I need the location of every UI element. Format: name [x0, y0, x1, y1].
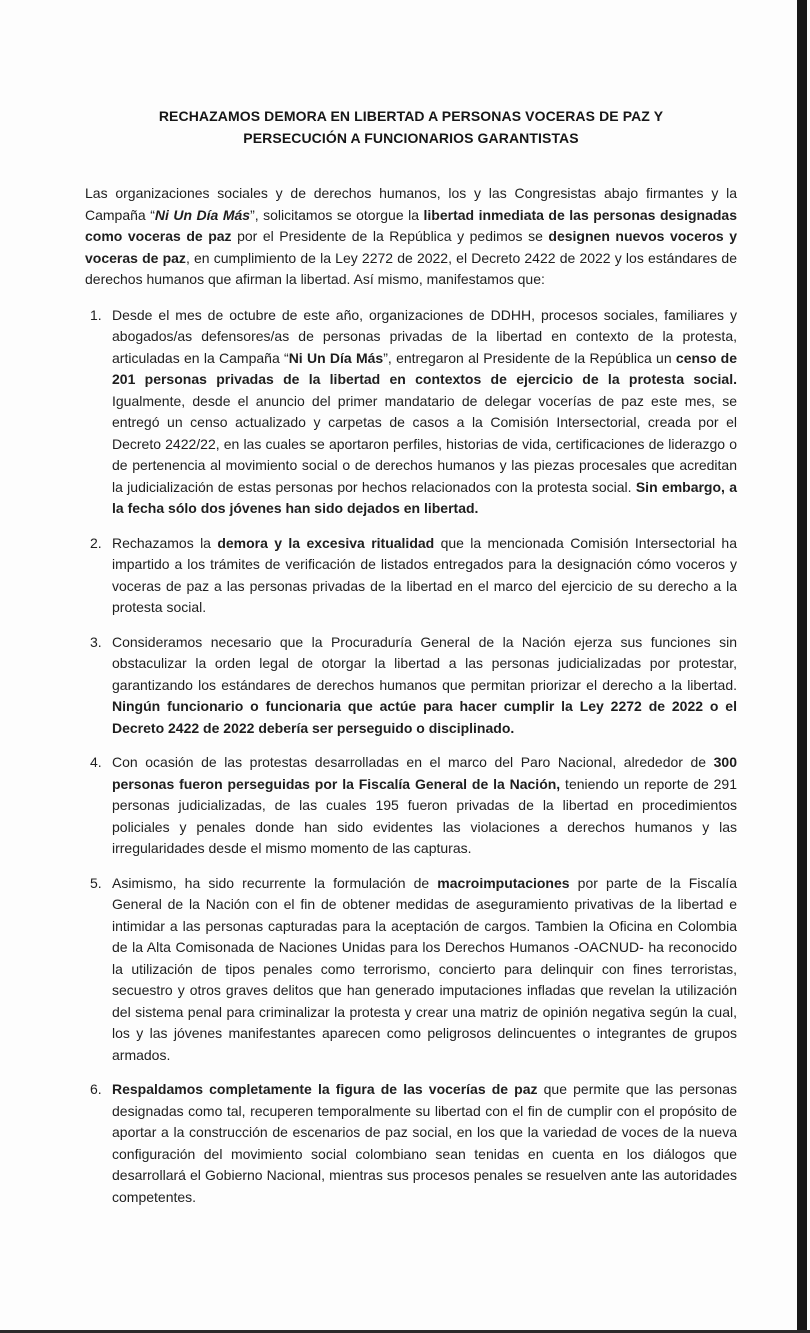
document-title-line-1: RECHAZAMOS DEMORA EN LIBERTAD A PERSONAS VOCERAS DE PAZ Y [158, 108, 664, 124]
statement-list [85, 305, 737, 1209]
list-item-number: 4. [90, 754, 102, 770]
list-item-number: 5. [90, 874, 102, 891]
list-item-3 [85, 632, 737, 740]
document-title [85, 0, 737, 149]
list-item-2 [85, 533, 737, 619]
list-item-text: Consideramos necesario que la Procuraduría General de la Nación ejerza sus funciones sin obstaculizar la orden legal de otorgar la libertad a las personas judicializadas por protestar, garantizando los estándares de derechos humanos que permitan priorizar el derecho a la libertad. Ningún funcionario o funcionaria que actúe para hacer cumplir la Ley 2272 de 2022 o el Decreto 2422 de 2022 debería ser perseguido o disciplinado. [112, 633, 737, 736]
list-item-text: Desde el mes de octubre de este año, organizaciones de DDHH, procesos sociales, familiares y abogados/as defensores/as de personas privadas de la libertad en contexto de la protesta, articuladas en la Campaña “Ni Un Día Más”, entregaron al Presidente de la República un censo de 201 personas privadas de la libertad en contextos de ejercicio de la protesta social. Igualmente, desde el anuncio del primer mandatario de delegar vocerías de paz este mes, se entregó un censo actualizado y carpetas de casos a la Comisión Intersectorial, creada por el Decreto 2422/22, en las cuales se aportaron perfiles, historias de vida, certificaciones de liderazgo o de pertenencia al movimiento social o de derechos humanos y las piezas procesales que acreditan la judicialización de estas personas por hechos relacionados con la protesta social. Sin embargo, a la fecha sólo dos jóvenes han sido dejados en libertad. [112, 306, 737, 516]
list-item-4 [85, 752, 737, 860]
intro-paragraph: Las organizaciones sociales y de derechos humanos, los y las Congresistas abajo firmantes y la Campaña “Ni Un Día Más”, solicitamos se otorgue la libertad inmediata de las personas designadas como voceras de paz por el Presidente de la República y pedimos se designen nuevos voceros y voceras de paz, en cumplimiento de la Ley 2272 de 2022, el Decreto 2422 de 2022 y los estándares de derechos humanos que afirman la libertad. Así mismo, manifestamos que: [85, 185, 737, 287]
list-item-6 [85, 1079, 737, 1208]
document-content [85, 0, 737, 1221]
list-item-number: 6. [90, 1081, 102, 1097]
list-item-text: Rechazamos la demora y la excesiva ritualidad que la mencionada Comisión Intersectorial ha impartido a los trámites de verificación de listados entregados para la designación cómo voceros y voceras de paz a las personas privadas de la libertad en el marco del ejercicio de su derecho a la protesta social. [112, 534, 737, 615]
list-item-text: Asimismo, ha sido recurrente la formulación de macroimputaciones por parte de la Fiscalía General de la Nación con el fin de obtener medidas de aseguramiento privativas de la libertad e intimidar a las personas capturadas para la aceptación de cargos. Tambien la Oficina en Colombia de la Alta Comisonada de Naciones Unidas para los Derechos Humanos -OACNUD- ha reconocido la utilización de tipos penales como terrorismo, concierto para delinquir con fines terroristas, secuestro y otros graves delitos que han generado imputaciones infladas que revelan la utilización del sistema penal para criminalizar la protesta y crear una matriz de opinión negativa según la cual, los y las jóvenes manifestantes aparecen como peligrosos delincuentes o integrantes de grupos armados. [112, 874, 738, 1063]
document-title-line-2: PERSECUCIÓN A FUNCIONARIOS GARANTISTAS [243, 129, 579, 146]
list-item-1 [85, 305, 737, 520]
scan-edge-shadow-right [797, 0, 807, 1333]
list-item-number: 1. [90, 306, 102, 323]
list-item-text: Respaldamos completamente la figura de las vocerías de paz que permite que las personas designadas como tal, recuperen temporalmente su libertad con el fin de cumplir con el propósito de aportar a la construcción de escenarios de paz social, en los que la variedad de voces de la nueva configuración del movimiento social colombiano sean tenidas en cuenta en los diálogos que desarrollará el Gobierno Nacional, mientras sus procesos penales se resuelven ante las autoridades competentes. [112, 1081, 737, 1205]
list-item-5 [85, 873, 737, 1067]
list-item-text: Con ocasión de las protestas desarrolladas en el marco del Paro Nacional, alrededor de 300 personas fueron perseguidas por la Fiscalía General de la Nación, teniendo un reporte de 291 personas judicializadas, de las cuales 195 fueron privadas de la libertad en procedimientos policiales y penales donde han sido evidentes las violaciones a derechos humanos y las irregularidades desde el mismo momento de las capturas. [112, 754, 738, 856]
list-item-number: 3. [90, 633, 102, 650]
list-item-number: 2. [90, 534, 102, 551]
